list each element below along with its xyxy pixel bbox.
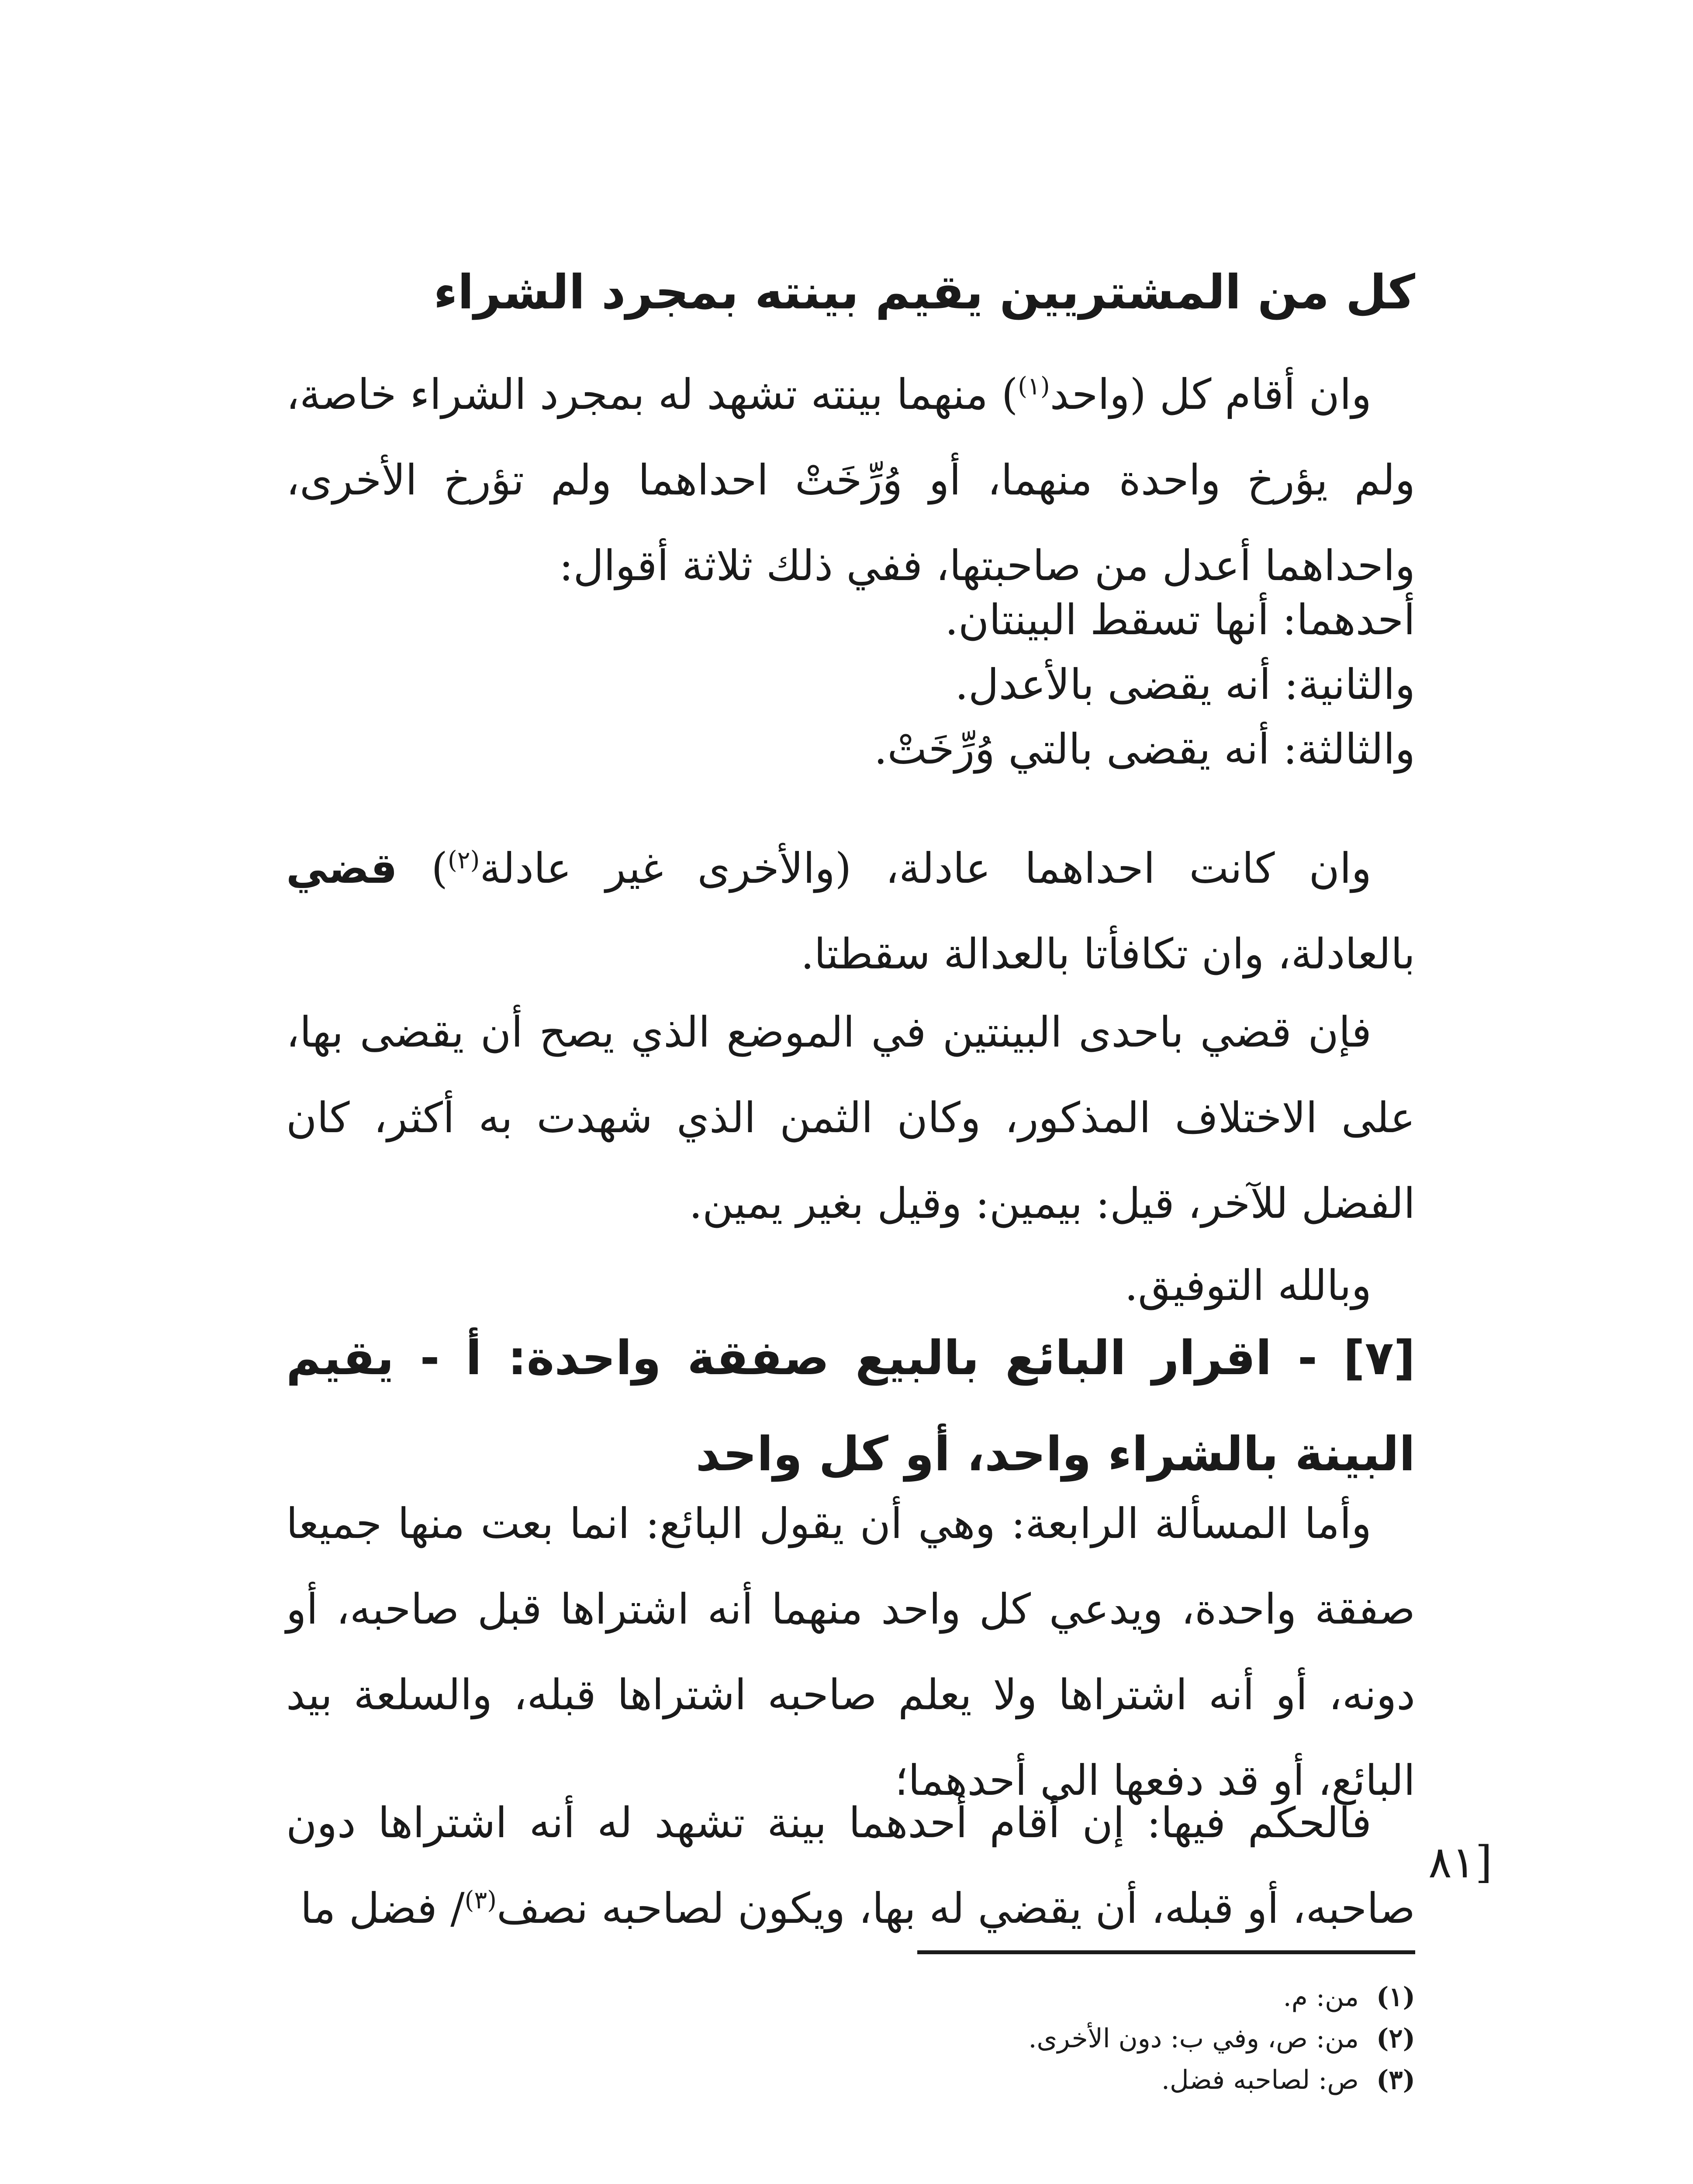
paragraph-1-after: ) منهما بينته تشهد له بمجرد الشراء خاصة، ولم يؤرخ واحدة منهما، أو وُرِّخَتْ احداهما ولم تؤرخ الأخرى، واحداهما أعدل من صاحبتها، ففي ذلك ثلاثة أقوال:: [286, 370, 1416, 590]
footnote-ref-3: (٣): [464, 1886, 497, 1914]
paragraph-3: فإن قضي باحدى البينتين في الموضع الذي يصح أن يقضى بها، على الاختلاف المذكور، وكان الثمن الذي شهدت به أكثر، كان الفضل للآخر، قيل: بيمين: وقيل بغير يمين.: [286, 1008, 1415, 1228]
paragraph-6-before: فالحكم فيها: إن أقام أحدهما بينة تشهد له أنه اشتراها دون صاحبه، أو قبله، أن يقضي له بها، ويكون لصاحبه نصف: [286, 1798, 1415, 1933]
margin-page-reference: [٨١: [1428, 1837, 1493, 1888]
footnote-ref-2: (٢): [448, 846, 480, 874]
footnote-1: [917, 1977, 1415, 2018]
opinion-item-2: والثانية: أنه يقضى بالأعدل.: [955, 660, 1415, 709]
footnote-ref-1: (١): [1018, 372, 1050, 401]
paragraph-2-bold-word: قضي: [286, 844, 397, 893]
footnotes: [917, 1977, 1415, 2101]
paragraph-2-before: وان كانت احداهما عادلة، (والأخرى غير عادلة: [480, 844, 1372, 893]
footnote-3: [917, 2060, 1415, 2101]
footnote-3-number: (٣): [1376, 2065, 1415, 2095]
footnote-divider: [917, 1950, 1415, 1954]
paragraph-6-after: / فضل ما: [300, 1884, 465, 1933]
footnote-2-number: (٢): [1376, 2023, 1415, 2054]
opinions-list: [286, 587, 1459, 781]
section-heading-1: كل من المشتريين يقيم بينته بمجرد الشراء: [433, 265, 1415, 320]
footnote-1-text: من: م.: [1283, 1982, 1359, 2012]
paragraph-2-after: بالعادلة، وان تكافأتا بالعدالة سقطتا.: [801, 930, 1415, 978]
opinion-item-3: والثالثة: أنه يقضى بالتي وُرِّخَتْ.: [874, 725, 1415, 774]
opinion-item-1: أحدهما: أنها تسقط البينتان.: [945, 595, 1415, 644]
paragraph-5: وأما المسألة الرابعة: وهي أن يقول البائع: انما بعت منها جميعا صفقة واحدة، ويدعي كل واحد منهما أنه اشتراها قبل صاحبه، أو دونه، أو أنه اشتراها ولا يعلم صاحبه اشتراها قبله، والسلعة بيد البائع، أو قد دفعها الى أحدهما؛: [286, 1499, 1415, 1805]
paragraph-1-before: وان أقام كل (واحد: [1050, 370, 1372, 419]
footnote-1-number: (١): [1376, 1982, 1415, 2012]
footnote-2: [917, 2018, 1415, 2060]
paragraph-2-mid: ): [397, 844, 448, 893]
section-heading-2: [٧] - اقرار البائع بالبيع صفقة واحدة: أ - يقيم البينة بالشراء واحد، أو كل واحد: [286, 1331, 1415, 1482]
paragraph-2: [286, 826, 1415, 997]
paragraph-1: [286, 352, 1415, 608]
footnote-3-text: ص: لصاحبه فضل.: [1161, 2065, 1359, 2095]
paragraph-4: وبالله التوفيق.: [1124, 1261, 1372, 1310]
footnote-2-text: من: ص، وفي ب: دون الأخرى.: [1028, 2023, 1359, 2054]
paragraph-6: [286, 1780, 1415, 1951]
